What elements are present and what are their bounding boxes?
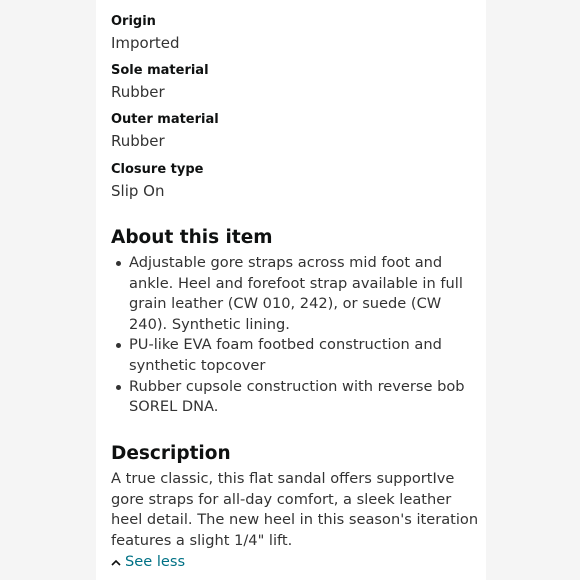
attribute-value: Imported	[111, 34, 180, 52]
see-less-button[interactable]	[111, 552, 185, 572]
attribute-value: Rubber	[111, 83, 165, 101]
attribute-value: Slip On	[111, 182, 165, 200]
list-item: Rubber cupsole construction with reverse bob SOREL DNA.	[111, 377, 481, 418]
about-heading: About this item	[111, 227, 273, 248]
attribute-closure-type	[111, 162, 204, 201]
attribute-outer-material	[111, 112, 219, 151]
chevron-up-icon	[111, 552, 125, 572]
attribute-origin	[111, 14, 180, 53]
list-item: Adjustable gore straps across mid foot and ankle. Heel and forefoot strap available in full grain leather (CW 010, 242), or suede (CW 240). Synthetic lining.	[111, 253, 481, 335]
attribute-label: Origin	[111, 14, 156, 29]
description-heading: Description	[111, 443, 231, 464]
attribute-label: Sole material	[111, 63, 209, 78]
description-text: A true classic, this flat sandal offers supportIve gore straps for all-day comfort, a sleek leather heel detail. The new heel in this season's iteration features a slight 1/4" lift.	[111, 470, 479, 549]
attribute-label: Closure type	[111, 162, 204, 177]
attribute-sole-material	[111, 63, 209, 102]
attribute-label: Outer material	[111, 112, 219, 127]
about-bullet-list	[111, 253, 481, 418]
attribute-value: Rubber	[111, 132, 165, 150]
see-less-label: See less	[125, 553, 186, 570]
list-item: PU-like EVA foam footbed construction and synthetic topcover	[111, 335, 481, 376]
